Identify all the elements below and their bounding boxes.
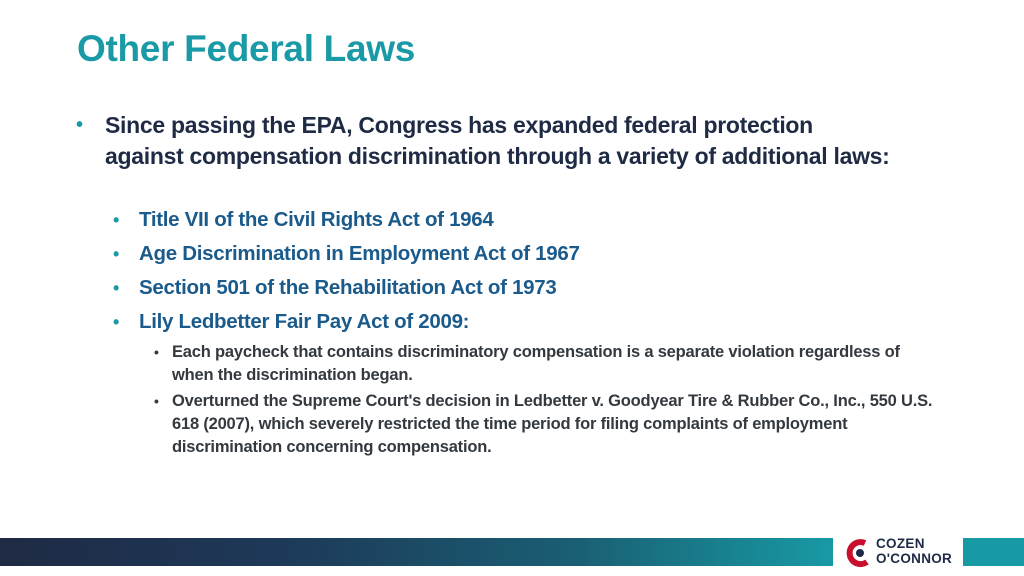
logo-line-1: COZEN (876, 536, 925, 551)
company-logo (843, 535, 958, 569)
logo-line-2: O'CONNOR (876, 551, 953, 566)
detail-item (154, 341, 944, 387)
ledbetter-details-list (154, 341, 944, 462)
detail-item-text: Each paycheck that contains discriminatory compensation is a separate violation regardless of when the discrimination began. (172, 343, 900, 384)
bullet-icon: • (154, 393, 159, 409)
law-item-text: Age Discrimination in Employment Act of 1967 (139, 242, 580, 265)
bullet-icon: • (76, 114, 83, 136)
law-item-text: Section 501 of the Rehabilitation Act of 1973 (139, 276, 557, 299)
bullet-icon: • (113, 210, 120, 230)
law-item (113, 308, 580, 342)
main-bullet (76, 110, 896, 172)
law-item-text: Title VII of the Civil Rights Act of 1964 (139, 208, 494, 231)
cozen-oconnor-logo-mark-icon (843, 538, 873, 568)
law-item (113, 206, 580, 240)
slide-title: Other Federal Laws (77, 28, 415, 69)
laws-list (113, 206, 580, 342)
law-item (113, 274, 580, 308)
main-bullet-text: Since passing the EPA, Congress has expanded federal protection against compensation discrimination through a variety of additional laws: (105, 112, 890, 169)
law-item (113, 240, 580, 274)
detail-item-text: Overturned the Supreme Court's decision in Ledbetter v. Goodyear Tire & Rubber Co., Inc., 550 U.S. 618 (2007), which severely restricted the time period for filing complaints of employment discrimination concerning compensation. (172, 392, 933, 456)
law-item-text: Lily Ledbetter Fair Pay Act of 2009: (139, 310, 470, 333)
bullet-icon: • (113, 312, 120, 332)
footer-gradient-bar (0, 538, 833, 566)
bullet-icon: • (113, 244, 120, 264)
detail-item (154, 390, 944, 459)
footer-accent-bar (963, 538, 1024, 566)
bullet-icon: • (154, 344, 159, 360)
bullet-icon: • (113, 278, 120, 298)
logo-wordmark (876, 536, 952, 566)
